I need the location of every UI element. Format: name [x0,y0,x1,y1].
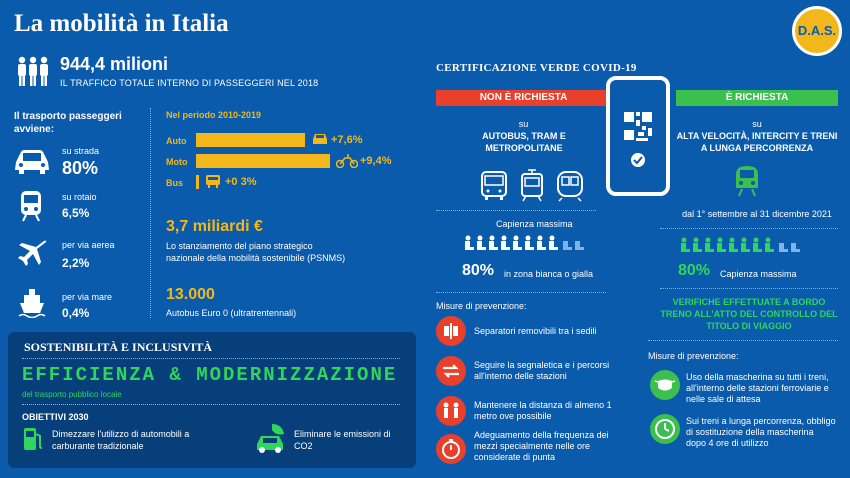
divider [436,292,606,293]
efficiency-headline: EFFICIENZA & MODERNIZZAZIONE [22,364,398,386]
not-required-su: su [518,119,529,129]
seats-icon [462,234,602,259]
divider [150,108,151,318]
bar-value-auto: +7,6% [331,134,363,146]
investment-desc: Lo stanziamento del piano strategico nazionale della mobilità sostenibile (PSNMS) [166,241,346,263]
direction-arrows-icon [436,356,466,386]
objective-text: Dimezzare l'utilizzo di automobili a carburante tradizionale [52,429,190,451]
seat-separator-icon [436,316,466,346]
car-icon [12,146,52,181]
bus-icon [205,174,221,193]
objective-text: Eliminare le emissioni di CO2 [294,429,391,451]
mode-value-sea: 0,4% [62,306,90,320]
bar-value-bus: +0 3% [225,176,257,188]
tram-icon [520,168,544,207]
capacity-label: Capienza massima [496,219,573,229]
bar-label-bus: Bus [166,178,184,188]
mode-label-air: per via aerea [62,240,115,250]
traffic-value: 944,4 milioni [60,54,169,74]
buses-value: 13.000 [166,286,215,303]
mode-value-road: 80% [62,158,99,178]
bar-value-moto: +9,4% [360,155,392,167]
certification-title: CERTIFICAZIONE VERDE COVID-19 [436,62,637,74]
not-required-where: AUTOBUS, TRAM E METROPOLITANE [482,131,566,153]
prevention-title: Misure di prevenzione: [436,301,527,311]
required-where: ALTA VELOCITÀ, INTERCITY E TRENI A LUNGA PERCORRENZA [676,131,838,153]
divider [660,228,838,229]
bar-moto [196,154,330,168]
required-label: È RICHIESTA [725,92,789,103]
bus-icon [480,170,508,207]
clock-icon [650,414,680,444]
motorbike-icon [336,152,358,173]
not-required-label: NON È RICHIESTA [479,92,568,103]
capacity-value: 80% [462,262,495,279]
eco-car-icon [254,422,290,459]
measure-text: Mantenere la distanza di almeno 1 metro ove possibile [474,400,612,421]
measure-text: Sui treni a lunga percorrenza, obbligo di sostituzione della mascherina dopo 4 ore di utilizzo [686,416,836,448]
bar-label-moto: Moto [166,157,188,167]
measure-text: Separatori removibili tra i sedili [474,326,597,336]
mode-value-air: 2,2% [62,256,90,270]
measure-text: Adeguamento della frequenza dei mezzi specialmente nelle ore considerate di punta [474,430,609,462]
divider [22,404,400,405]
mask-icon [650,370,680,400]
mode-label-sea: per via mare [62,292,113,302]
measure-text: Uso della mascherina su tutti i treni, all'interno delle stazioni ferroviarie e nelle sale di attesa [686,372,829,404]
train-icon [18,190,44,227]
required-prevention-title: Misure di prevenzione: [648,351,739,361]
period-label: Nel periodo 2010-2019 [166,110,262,120]
stopwatch-icon [436,434,466,464]
required-banner [676,90,838,106]
bar-auto [196,133,305,147]
buses-desc: Autobus Euro 0 (ultratrentennali) [166,308,297,318]
bar-label-auto: Auto [166,136,187,146]
das-logo [792,6,842,56]
capacity-note: in zona bianca o gialla [504,269,594,279]
mode-label-road: su strada [62,146,100,156]
page-title: La mobilità in Italia [14,10,229,37]
bar-bus [196,175,199,189]
investment-value: 3,7 miliardi € [166,218,263,235]
highspeed-train-icon [732,164,762,203]
efficiency-subtitle: del trasporto pubblico locale [22,390,122,399]
not-required-banner [436,90,611,106]
divider [660,288,838,289]
divider [648,340,838,341]
required-su: su [752,119,762,129]
smartphone-qr-icon [606,76,670,196]
logo-text: D.A.S. [797,23,837,38]
distance-icon [436,396,466,426]
objectives-title: OBIETTIVI 2030 [22,412,89,422]
mode-label-rail: su rotaio [62,192,97,202]
required-checks: VERIFICHE EFFETTUATE A BORDO TRENO ALL'ATTO DEL CONTROLLO DEL TITOLO DI VIAGGIO [660,297,838,331]
seats-icon [678,236,828,261]
required-capacity-value: 80% [678,262,711,279]
required-capacity-label: Capienza massima [720,269,797,279]
required-dates: dal 1° settembre al 31 dicembre 2021 [682,209,832,219]
sustainability-title: SOSTENIBILITÀ E INCLUSIVITÀ [24,340,213,354]
ship-icon [18,288,46,323]
transport-heading: Il trasporto passeggeri avviene: [14,111,122,135]
traffic-caption: IL TRAFFICO TOTALE INTERNO DI PASSEGGERI NEL 2018 [60,78,319,88]
fuel-pump-icon [22,426,44,457]
divider [22,358,400,359]
measure-text: Seguire la segnaletica e i percorsi all'interno delle stazioni [474,360,610,381]
mode-value-rail: 6,5% [62,206,90,220]
metro-icon [556,170,584,207]
divider [436,210,596,211]
airplane-icon [16,238,48,275]
car-icon [311,132,329,151]
people-icon [16,56,50,93]
